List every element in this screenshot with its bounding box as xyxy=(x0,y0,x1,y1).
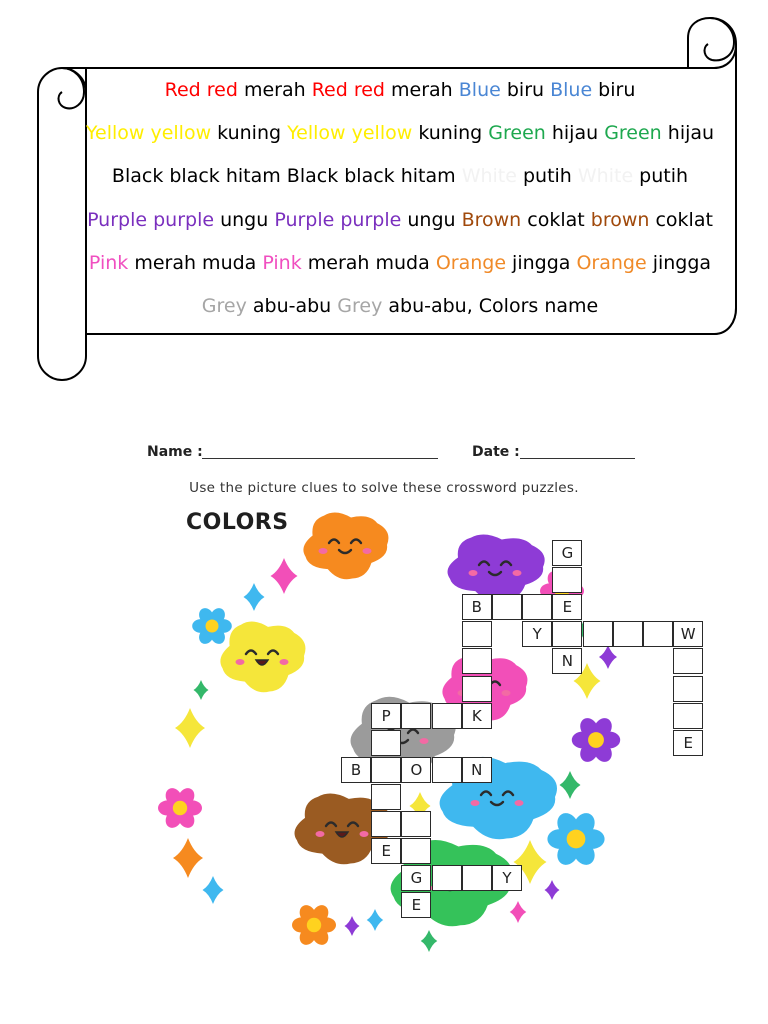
name-label: Name : xyxy=(147,444,203,460)
crossword-cell[interactable] xyxy=(371,730,401,756)
vocab-word: Grey xyxy=(337,294,383,317)
crossword-cell[interactable] xyxy=(462,621,492,647)
crossword-cell[interactable] xyxy=(583,621,613,647)
crossword-cell[interactable]: K xyxy=(462,703,492,729)
vocab-word: coklat xyxy=(521,208,591,231)
crossword-cell[interactable] xyxy=(432,865,462,891)
crossword-cell[interactable] xyxy=(673,676,703,702)
crossword-cell[interactable]: Y xyxy=(492,865,522,891)
vocab-word: biru xyxy=(500,79,551,101)
vocab-word: merah xyxy=(237,79,312,101)
vocab-word: jingga xyxy=(646,251,712,274)
crossword-cell[interactable]: W xyxy=(673,621,703,647)
worksheet-title: COLORS xyxy=(186,510,289,535)
crossword-cell[interactable] xyxy=(371,757,401,783)
date-label: Date : xyxy=(472,444,520,460)
vocab-word: merah xyxy=(384,79,459,101)
crossword-cell[interactable]: P xyxy=(371,703,401,729)
vocab-word: Pink xyxy=(88,251,129,274)
vocab-word: ungu xyxy=(401,208,462,231)
crossword-cell[interactable]: E xyxy=(371,838,401,864)
crossword-cell[interactable] xyxy=(522,594,552,620)
crossword-cell[interactable] xyxy=(401,811,431,837)
vocab-word: kuning xyxy=(412,122,489,145)
vocab-word: Blue xyxy=(458,79,501,101)
crossword-cell[interactable]: N xyxy=(462,757,492,783)
vocab-word: Orange xyxy=(576,251,647,274)
crossword-cell[interactable]: O xyxy=(401,757,431,783)
crossword-cell[interactable]: E xyxy=(401,892,431,918)
vocab-word: abu-abu, Colors name xyxy=(382,294,599,317)
vocab-word: abu-abu xyxy=(246,294,338,317)
crossword-cell[interactable]: E xyxy=(673,730,703,756)
vocab-word: putih xyxy=(633,165,689,188)
vocab-word: kuning xyxy=(211,122,288,145)
crossword-cell[interactable]: N xyxy=(552,648,582,674)
crossword-cell[interactable] xyxy=(432,703,462,729)
vocab-word: Black black hitam Black black hitam xyxy=(111,165,462,188)
vocab-word: Purple purple xyxy=(274,208,402,231)
crossword-cell[interactable]: B xyxy=(341,757,371,783)
crossword-cell[interactable] xyxy=(462,676,492,702)
vocab-word: White xyxy=(461,165,517,188)
crossword-cell[interactable] xyxy=(401,703,431,729)
crossword-cell[interactable] xyxy=(462,648,492,674)
vocab-word: hijau xyxy=(545,122,605,145)
crossword-cell[interactable]: G xyxy=(552,540,582,566)
instructions-text: Use the picture clues to solve these crossword puzzles. xyxy=(189,480,579,496)
crossword-cell[interactable] xyxy=(552,621,582,647)
crossword-cell[interactable] xyxy=(643,621,673,647)
crossword-cell[interactable]: Y xyxy=(522,621,552,647)
vocab-word: Grey xyxy=(201,294,247,317)
vocab-word: putih xyxy=(516,165,578,188)
crossword-cell[interactable] xyxy=(462,865,492,891)
crossword-cell[interactable] xyxy=(371,784,401,810)
vocab-word: Yellow yellow xyxy=(85,122,212,145)
crossword-cell[interactable] xyxy=(492,594,522,620)
vocab-word: Purple purple xyxy=(87,208,215,231)
vocab-word: Red red xyxy=(164,79,238,101)
crossword-cell[interactable]: E xyxy=(552,594,582,620)
crossword-cell[interactable] xyxy=(552,567,582,593)
vocab-word: Red red xyxy=(311,79,385,101)
crossword-cell[interactable] xyxy=(432,757,462,783)
vocab-word: Orange xyxy=(435,251,507,274)
crossword-cell[interactable] xyxy=(371,811,401,837)
vocab-word: brown xyxy=(590,208,650,231)
vocab-word: Green xyxy=(604,122,662,145)
crossword-cell[interactable]: G xyxy=(401,865,431,891)
crossword-cell[interactable]: B xyxy=(462,594,492,620)
crossword-cell[interactable] xyxy=(673,703,703,729)
vocab-word: Brown xyxy=(461,208,522,231)
crossword-cell[interactable] xyxy=(613,621,643,647)
crossword-cell[interactable] xyxy=(401,838,431,864)
vocab-word: coklat xyxy=(649,208,713,231)
vocab-word: Yellow yellow xyxy=(287,122,413,145)
crossword-cell[interactable] xyxy=(673,648,703,674)
vocab-word: merah muda xyxy=(128,251,263,274)
vocab-word: jingga xyxy=(506,251,577,274)
vocab-word: ungu xyxy=(214,208,275,231)
vocab-word: merah muda xyxy=(301,251,436,274)
vocab-word: biru xyxy=(592,79,636,101)
vocab-word: White xyxy=(577,165,634,188)
vocab-word: Blue xyxy=(550,79,593,101)
vocab-word: hijau xyxy=(661,122,715,145)
vocab-word: Pink xyxy=(262,251,302,274)
vocab-word: Green xyxy=(488,122,546,145)
